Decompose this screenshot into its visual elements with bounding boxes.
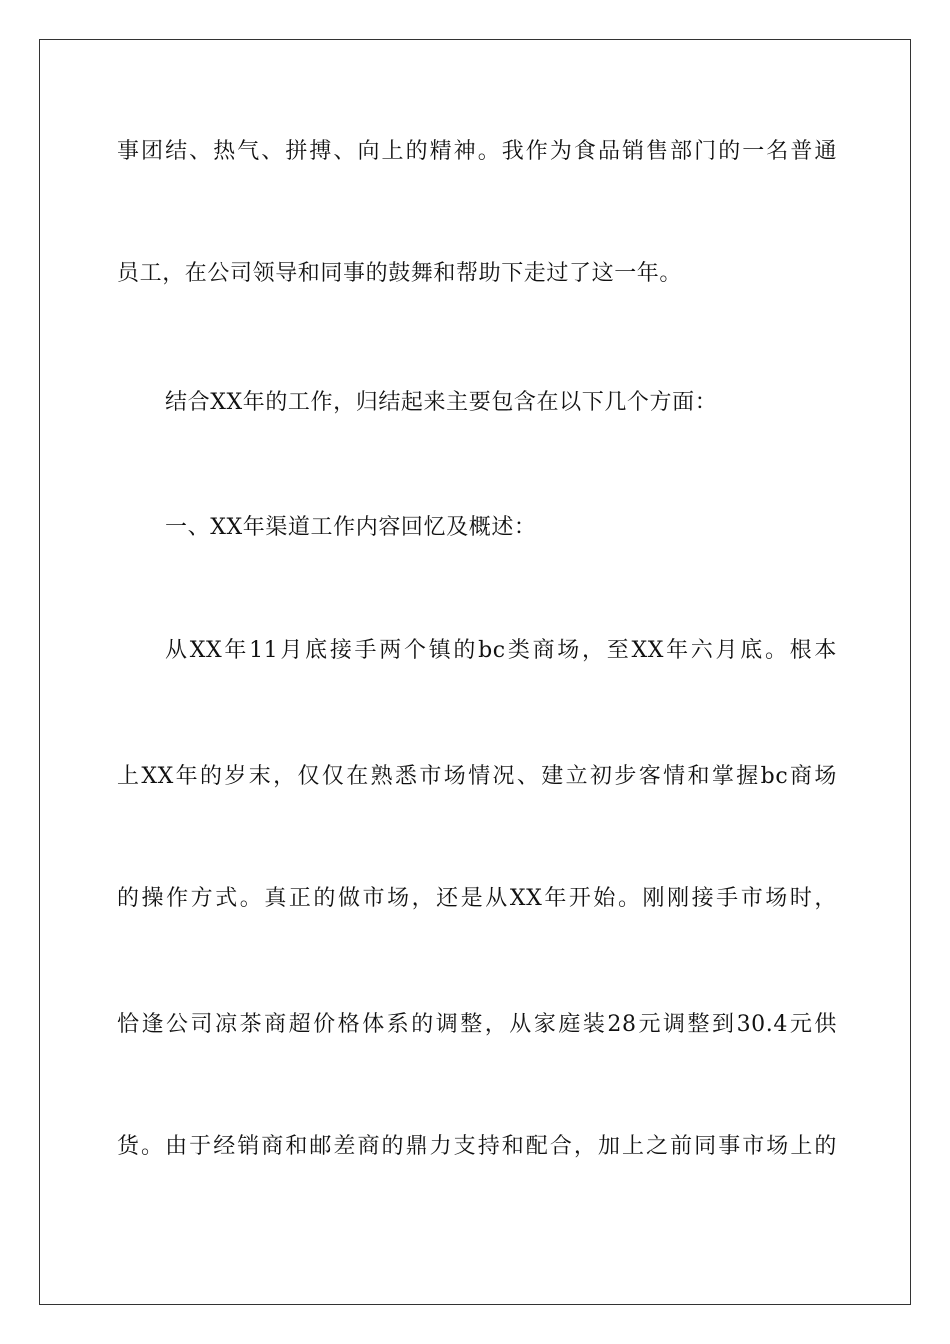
text-line-5: 从XX年11月底接手两个镇的bc类商场，至XX年六月底。根本	[165, 638, 837, 663]
text-line-7: 的操作方式。真正的做市场，还是从XX年开始。刚刚接手市场时，	[117, 886, 837, 911]
text-line-2: 员工，在公司领导和同事的鼓舞和帮助下走过了这一年。	[117, 261, 683, 286]
text-line-3: 结合XX年的工作，归结起来主要包含在以下几个方面：	[165, 390, 718, 415]
section-heading: 一、XX年渠道工作内容回忆及概述：	[165, 515, 537, 540]
text-line-6: 上XX年的岁末，仅仅在熟悉市场情况、建立初步客情和掌握bc商场	[117, 764, 837, 789]
page-border	[39, 39, 911, 1305]
text-line-9: 货。由于经销商和邮差商的鼎力支持和配合，加上之前同事市场上的	[117, 1134, 837, 1159]
text-line-1: 事团结、热气、拼搏、向上的精神。我作为食品销售部门的一名普通	[117, 139, 837, 164]
text-line-8: 恰逢公司凉茶商超价格体系的调整，从家庭装28元调整到30.4元供	[117, 1012, 837, 1037]
